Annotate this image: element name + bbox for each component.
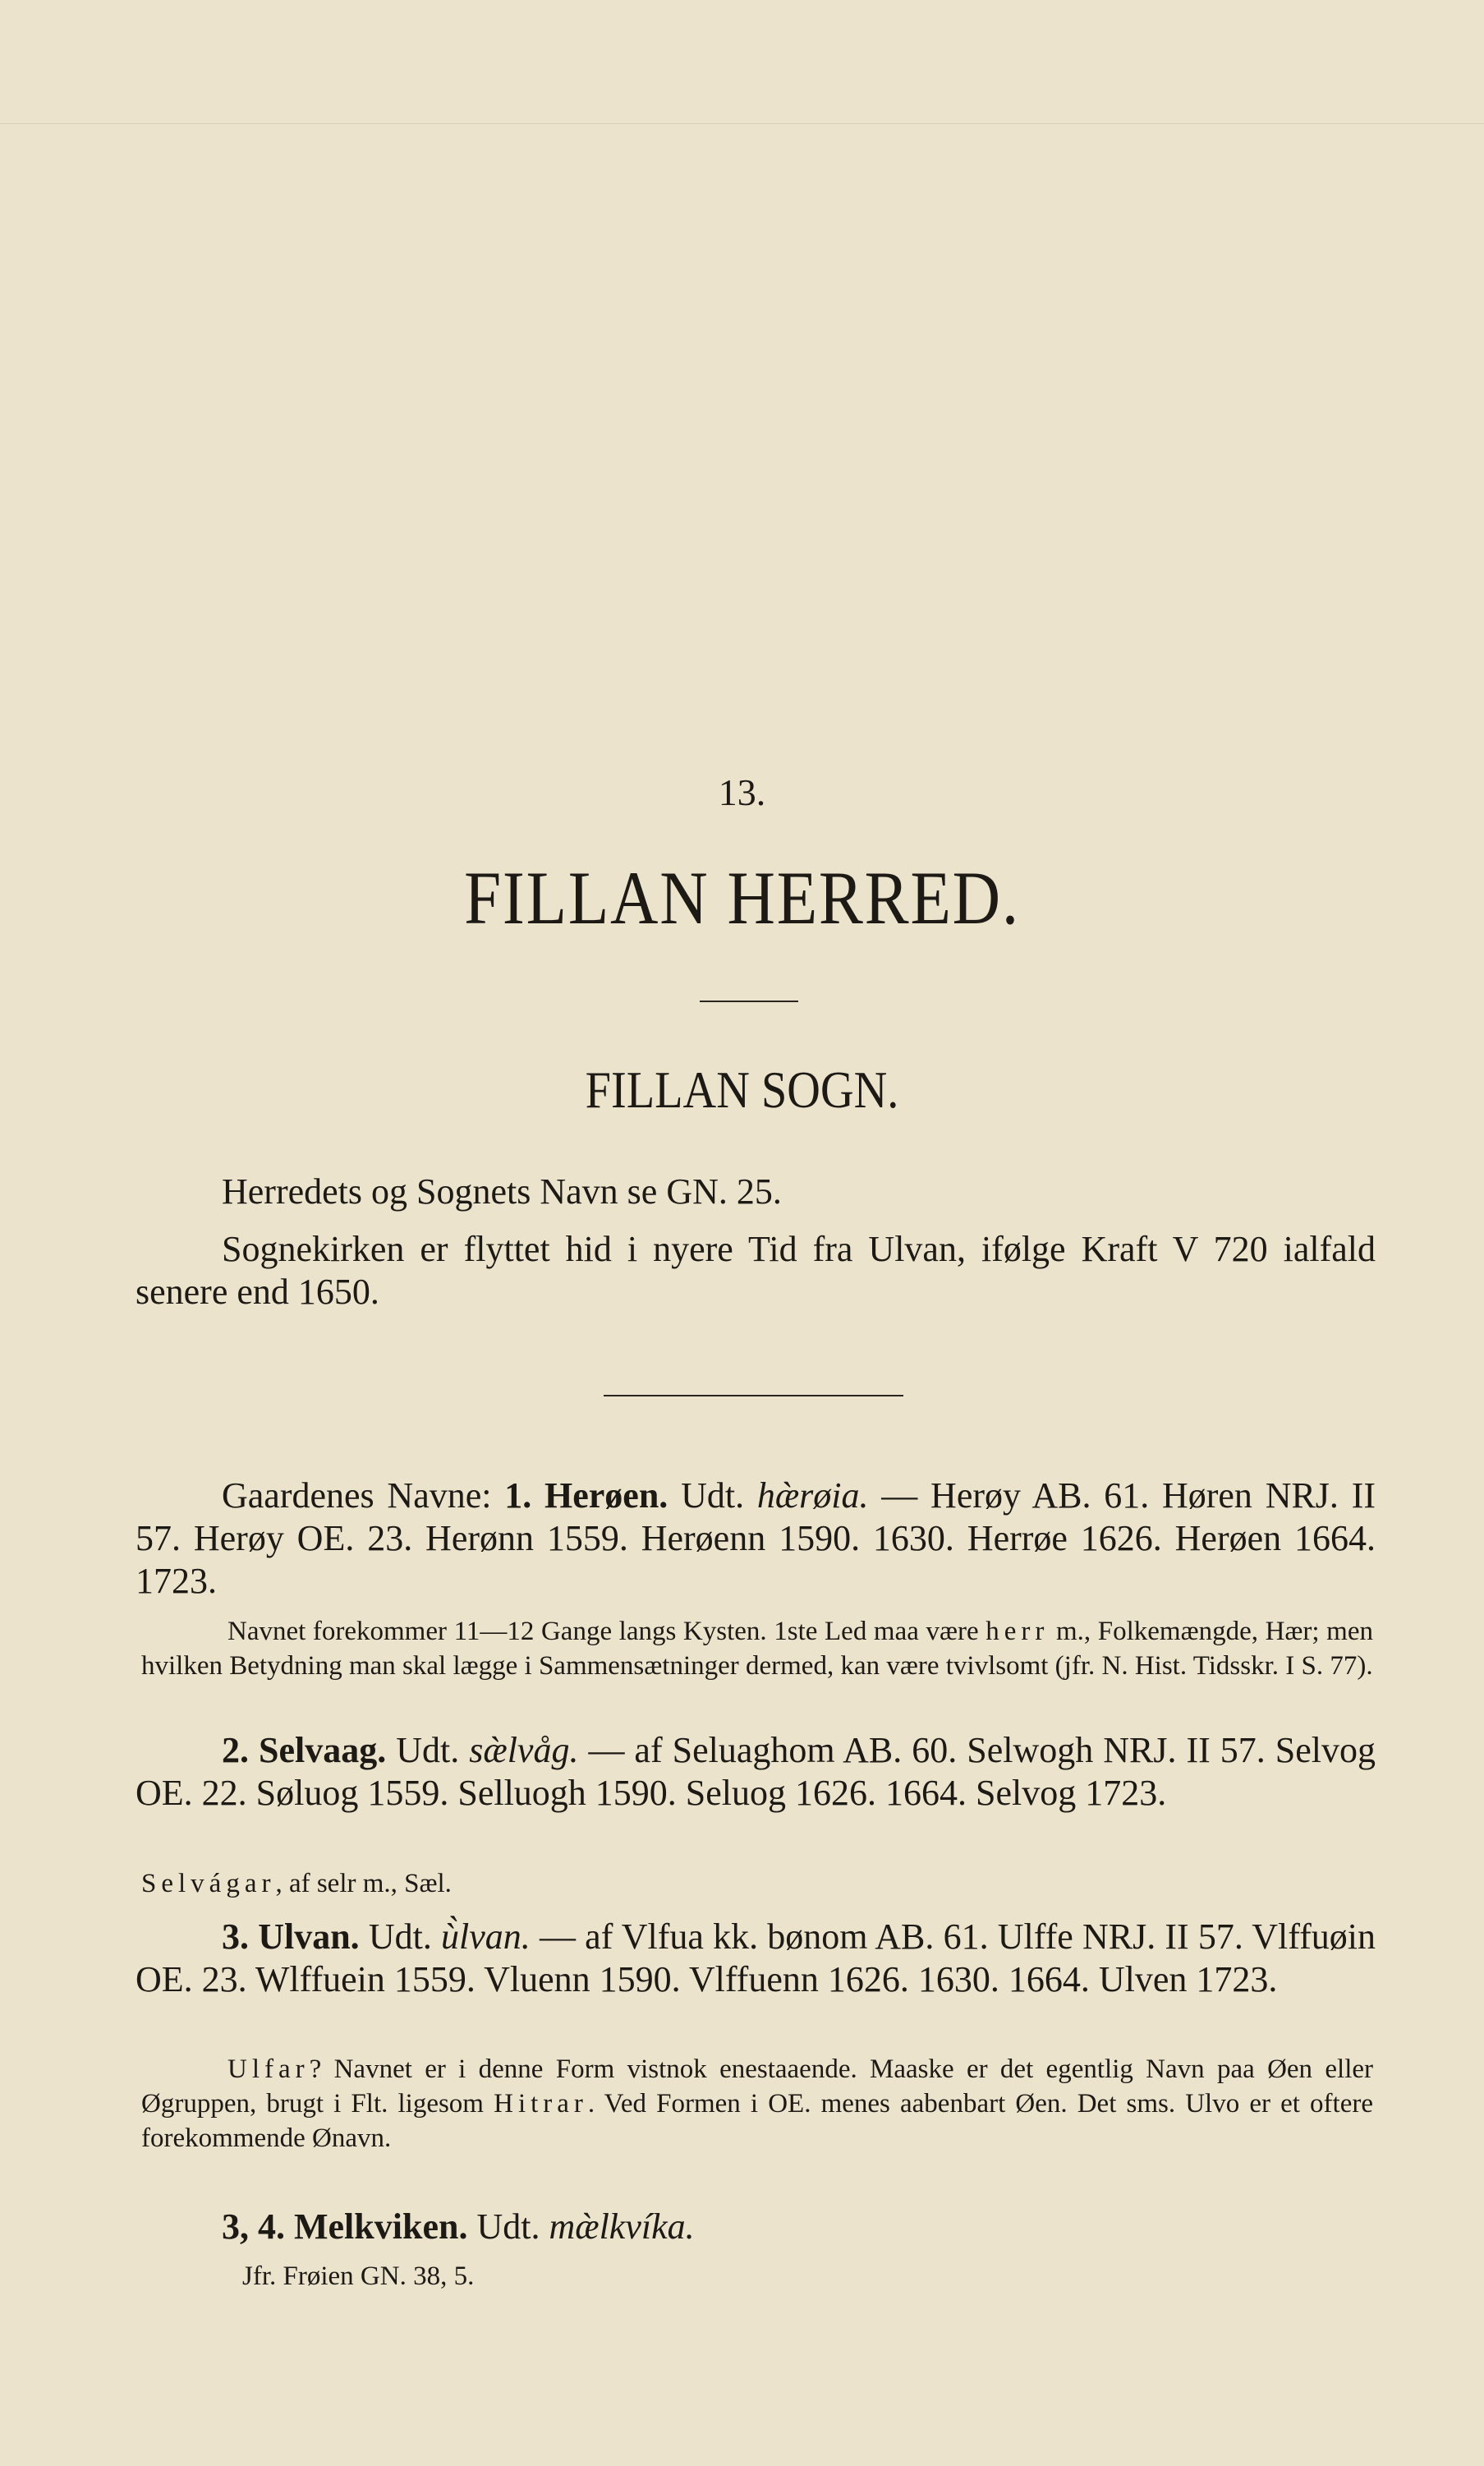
farm-entry	[136, 1475, 1376, 1603]
farm-name: Herøen.	[544, 1475, 668, 1516]
farm-name: Selvaag.	[259, 1730, 387, 1770]
chapter-number: 13.	[718, 771, 766, 813]
divider	[700, 1001, 798, 1002]
intro-line: Herredets og Sognets Navn se GN. 25.	[222, 1171, 782, 1212]
district-title: FILLAN HERRED.	[464, 856, 1020, 940]
udt-label: Udt.	[359, 1916, 442, 1957]
udt-label: Udt.	[668, 1475, 757, 1516]
dialect-form: ù̀lvan.	[441, 1916, 531, 1957]
farm-number: 2.	[222, 1730, 249, 1770]
dialect-form: mæ̀lkvíka.	[549, 2206, 695, 2247]
note-text: . Ved Formen i OE. menes aabenbart Øen. Det sms. Ulvo er et oftere forekommende Ønavn.	[141, 2089, 1373, 2153]
farm-name: Ulvan.	[258, 1916, 360, 1957]
entry-lead: Gaardenes Navne:	[222, 1475, 505, 1516]
dialect-form: sæ̀lvåg.	[469, 1730, 579, 1770]
note-spaced: Selvágar	[141, 1869, 276, 1898]
farm-entry	[136, 1916, 1376, 2001]
note-text: ? Navnet er i denne Form vistnok enestaaende. Maaske er det egentlig Navn paa Øen eller Øgruppen, brugt i Flt. ligesom	[141, 2054, 1373, 2119]
entry-sources: — af Vlfua kk. bønom AB. 61. Ulffe NRJ. II 57. Vlffuøin OE. 23. Wlffuein 1559. Vluenn 1590. Vlffuenn 1626. 1630. 1664. Ulven 1723.	[136, 1916, 1376, 1999]
farm-entry	[136, 2206, 1376, 2248]
parish-title: FILLAN SOGN.	[585, 1060, 899, 1119]
farm-number: 1.	[504, 1475, 532, 1516]
farm-number: 3, 4.	[222, 2206, 285, 2247]
udt-label: Udt.	[386, 1730, 470, 1770]
farm-note	[141, 2052, 1373, 2155]
entry-sources: — af Seluaghom AB. 60. Selwogh NRJ. II 57. Selvog OE. 22. Søluog 1559. Selluogh 1590. Seluog 1626. 1664. Selvog 1723.	[136, 1730, 1376, 1813]
note-spaced: Ulfar	[227, 2054, 310, 2084]
farm-name: Melkviken.	[294, 2206, 468, 2247]
udt-label: Udt.	[467, 2206, 549, 2247]
farm-entry	[136, 1729, 1376, 1815]
farm-number: 3.	[222, 1916, 249, 1957]
intro-paragraph: Sognekirken er flyttet hid i nyere Tid fra Ulvan, ifølge Kraft V 720 ialfald senere end 1650.	[136, 1229, 1376, 1312]
note-text: m., Folkemængde, Hær; men hvilken Betydning man skal lægge i Sammensætninger dermed, kan være tvivlsomt (jfr. N. Hist. Tidsskr. I S. 77).	[141, 1617, 1373, 1681]
divider	[604, 1395, 903, 1396]
note-text: Navnet forekommer 11—12 Gange langs Kysten. 1ste Led maa være	[227, 1617, 986, 1646]
entry-sources: — Herøy AB. 61. Høren NRJ. II 57. Herøy OE. 23. Herønn 1559. Herøenn 1590. 1630. Herrøe 1626. Herøen 1664. 1723.	[136, 1475, 1376, 1601]
farm-note: Jfr. Frøien GN. 38, 5.	[242, 2261, 475, 2291]
farm-note	[141, 1614, 1373, 1683]
dialect-form: hæ̀røia.	[756, 1475, 869, 1516]
farm-note	[141, 1866, 1373, 1901]
paper-fold	[0, 123, 1484, 124]
note-spaced: herr	[986, 1617, 1050, 1646]
note-text: , af selr m., Sæl.	[275, 1869, 452, 1898]
note-spaced: Hitrar	[494, 2089, 588, 2119]
